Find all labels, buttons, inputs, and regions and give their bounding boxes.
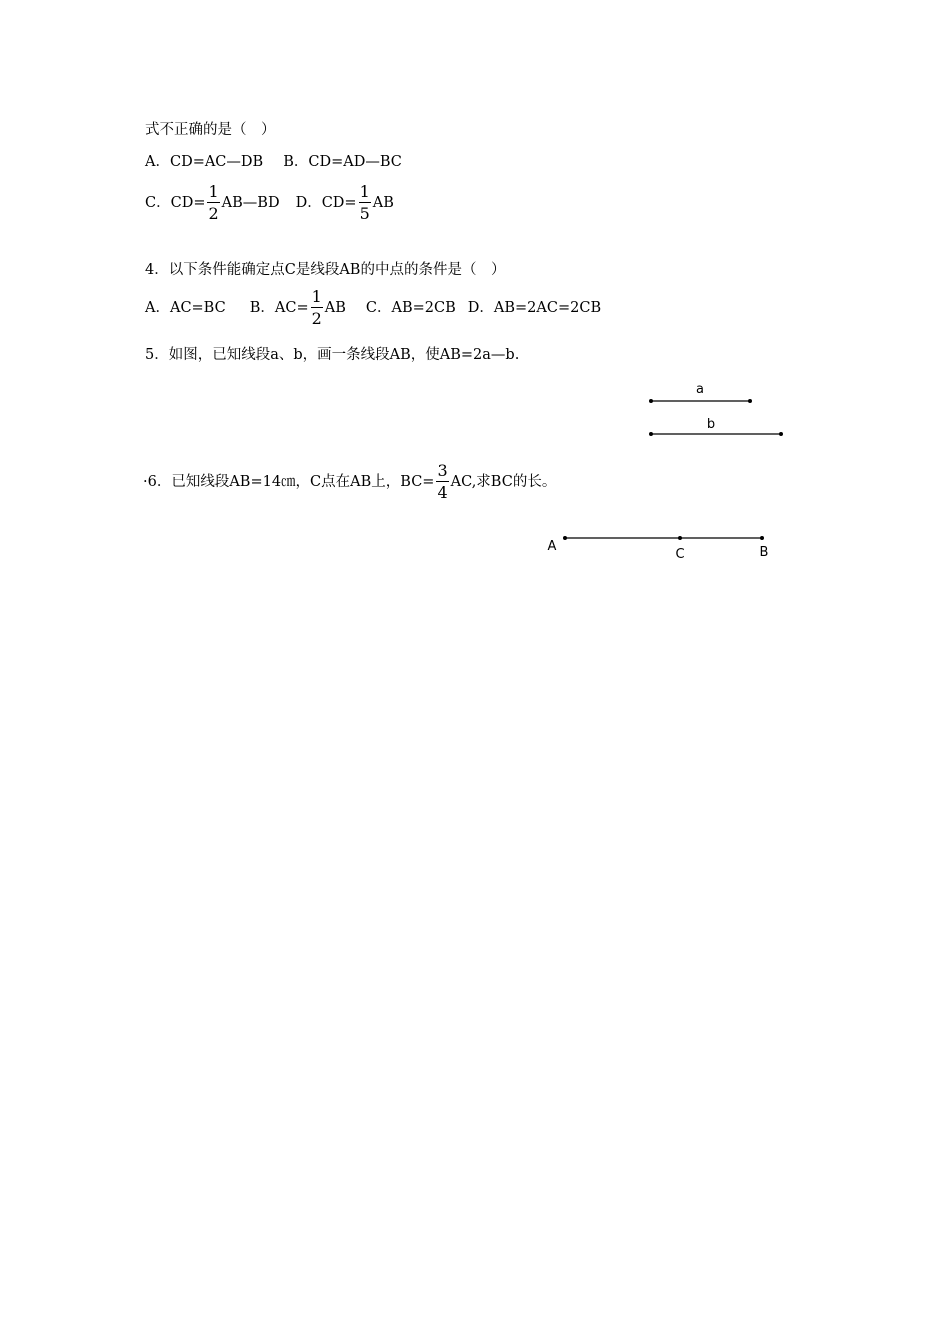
q6-stem-prefix: 6．已知线段AB=14㎝，C点在AB上，BC= — [147, 474, 435, 490]
segment-a-start-dot — [649, 399, 653, 403]
fraction-denominator: 2 — [208, 204, 219, 223]
q5-stem: 5．如图，已知线段a、b，画一条线段AB，使AB=2a—b. — [145, 347, 520, 363]
point-c-label: C — [675, 547, 685, 562]
q3-option-c-prefix: C．CD= — [145, 195, 206, 211]
segment-a-label: a — [696, 382, 704, 397]
q3-option-a: A．CD=AC—DB — [145, 154, 264, 170]
fraction-denominator: 4 — [437, 483, 448, 502]
q4-option-a: A．AC=BC — [145, 300, 226, 316]
q4-option-d: D．AB=2AC=2CB — [467, 300, 602, 316]
point-b-label: B — [759, 545, 769, 560]
point-b-dot — [760, 536, 764, 540]
point-a-label: A — [547, 539, 557, 554]
q3-option-d-suffix: AB — [372, 195, 394, 211]
q4-option-b-prefix: B．AC= — [249, 300, 309, 316]
fraction-denominator: 5 — [359, 204, 370, 223]
point-c-dot — [678, 536, 682, 540]
q3-stem: 式不正确的是（ ） — [145, 122, 276, 138]
segment-b-start-dot — [649, 432, 653, 436]
segment-b-figure — [649, 417, 783, 436]
segment-a-figure — [649, 382, 752, 403]
fraction-denominator: 2 — [311, 309, 322, 328]
q3-option-b: B．CD=AD—BC — [283, 154, 402, 170]
q4-option-b-suffix: AB — [324, 300, 346, 316]
q3-option-d-prefix: D．CD= — [295, 195, 357, 211]
q4-stem: 4．以下条件能确定点C是线段AB的中点的条件是（ ） — [145, 262, 506, 278]
segment-b-end-dot — [779, 432, 783, 436]
point-a-dot — [563, 536, 567, 540]
q6-bullet: · — [143, 474, 148, 490]
fraction-numerator: 1 — [311, 287, 322, 306]
q4-option-c: C．AB=2CB — [365, 300, 456, 316]
fraction-numerator: 1 — [208, 182, 219, 201]
q3-option-c-suffix: AB—BD — [221, 195, 280, 211]
segment-a-end-dot — [748, 399, 752, 403]
q6-stem-suffix: AC,求BC的长。 — [450, 474, 557, 490]
segment-ab-figure — [548, 536, 769, 562]
fraction-numerator: 3 — [437, 461, 448, 480]
fraction-numerator: 1 — [359, 182, 370, 201]
segment-b-label: b — [706, 417, 716, 432]
